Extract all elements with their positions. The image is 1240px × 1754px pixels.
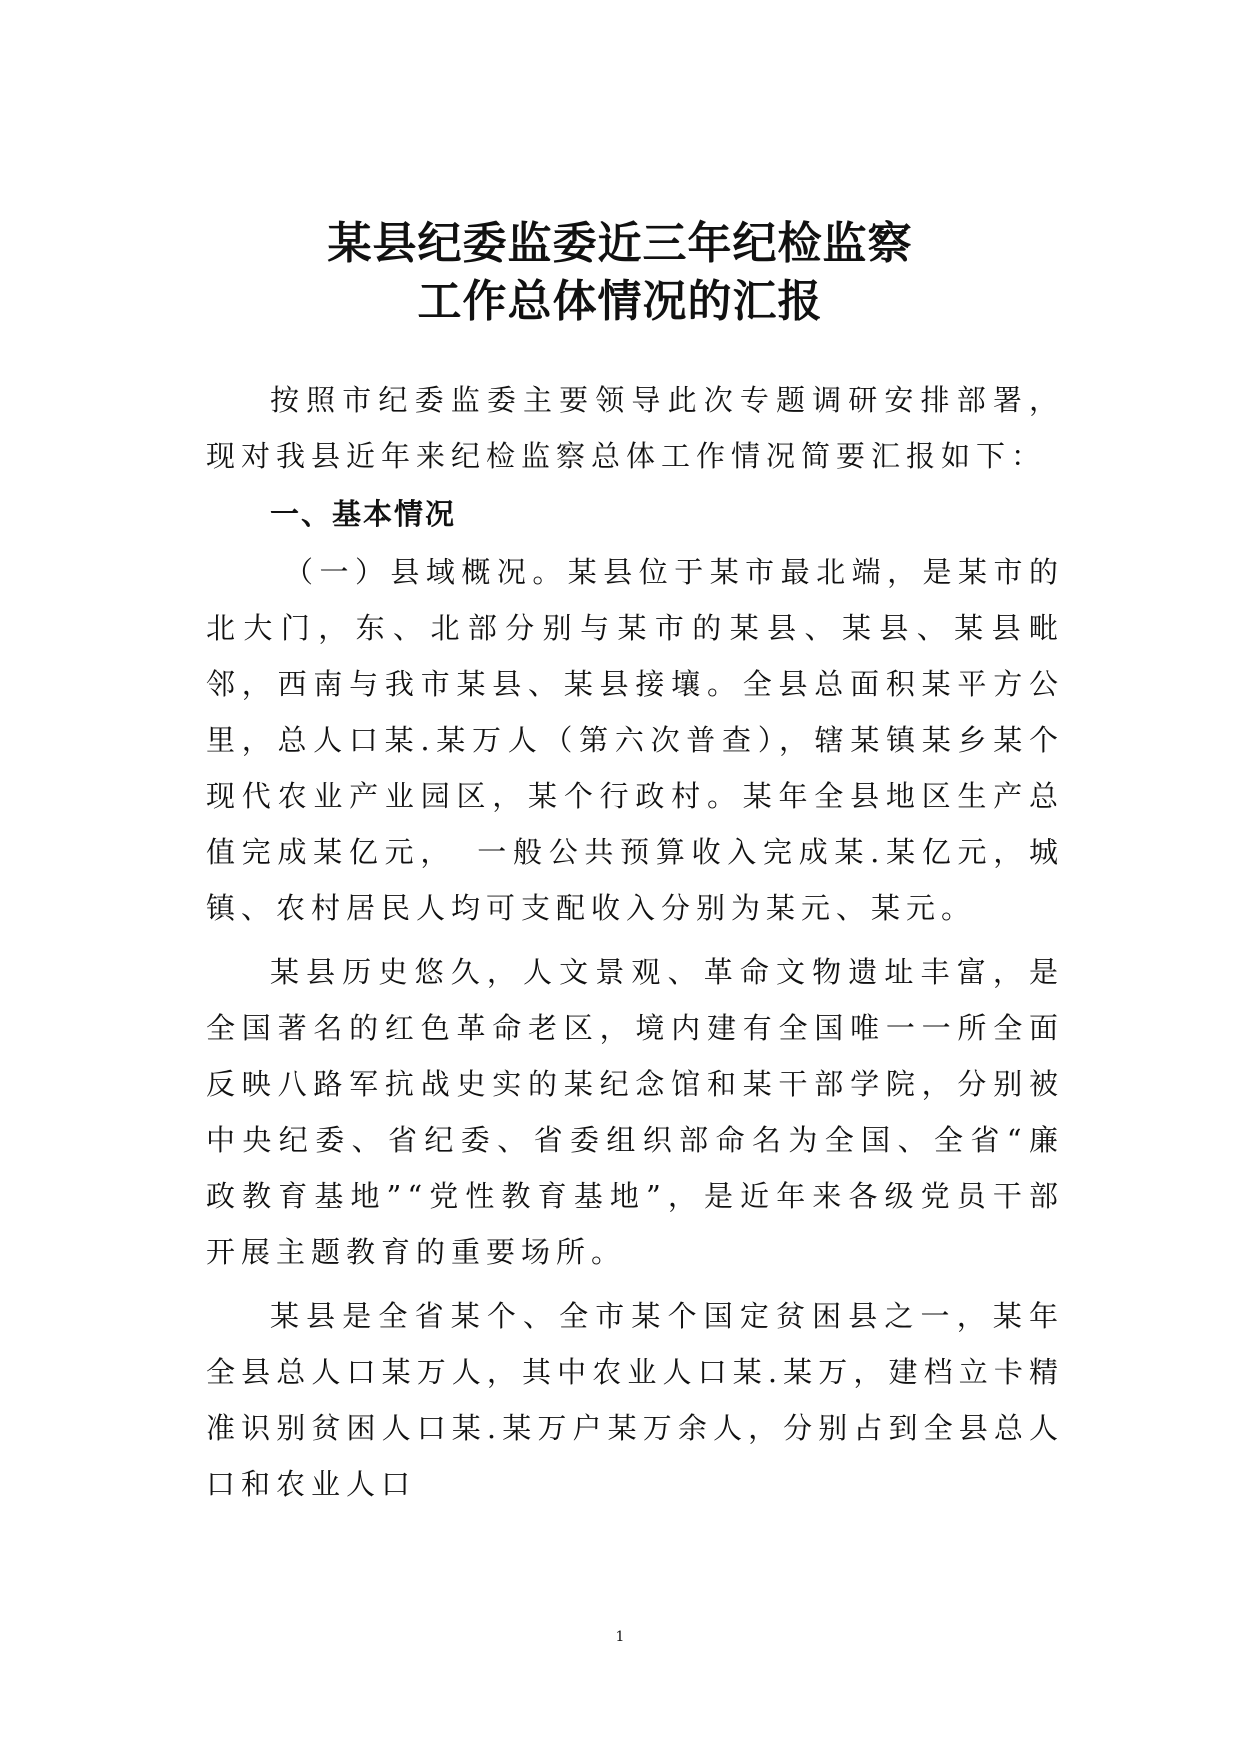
poverty-paragraph: 某县是全省某个、全市某个国定贫困县之一，某年全县总人口某万人，其中农业人口某.某万，建档立卡精准识别贫困人口某.某万户某万余人，分别占到全县总人口和农业人口 — [206, 1299, 1064, 1501]
title-line-2: 工作总体情况的汇报 — [417, 276, 823, 327]
intro-paragraph: 按照市纪委监委主要领导此次专题调研安排部署，现对我县近年来纪检监察总体工作情况简要汇报如下： — [206, 383, 1064, 473]
section-heading-basic-info: 一、基本情况 — [270, 497, 457, 531]
title-line-1: 某县纪委监委近三年纪检监察 — [327, 218, 913, 269]
page-number: 1 — [615, 1629, 625, 1645]
county-overview-paragraph: （一）县域概况。某县位于某市最北端，是某市的北大门，东、北部分别与某市的某县、某县、某县毗邻，西南与我市某县、某县接壤。全县总面积某平方公里，总人口某.某万人（第六次普查），辖某镇某乡某个现代农业产业园区，某个行政村。某年全县地区生产总值完成某亿元， 一般公共预算收入完成某.某亿元，城镇、农村居民人均可支配收入分别为某元、某元。 — [206, 555, 1064, 925]
document-title — [0, 215, 1240, 331]
document-body — [206, 372, 1064, 1512]
history-paragraph: 某县历史悠久，人文景观、革命文物遗址丰富，是全国著名的红色革命老区，境内建有全国唯一一所全面反映八路军抗战史实的某纪念馆和某干部学院，分别被中央纪委、省纪委、省委组织部命名为全国、全省“廉政教育基地”“党性教育基地”，是近年来各级党员干部开展主题教育的重要场所。 — [206, 955, 1064, 1269]
